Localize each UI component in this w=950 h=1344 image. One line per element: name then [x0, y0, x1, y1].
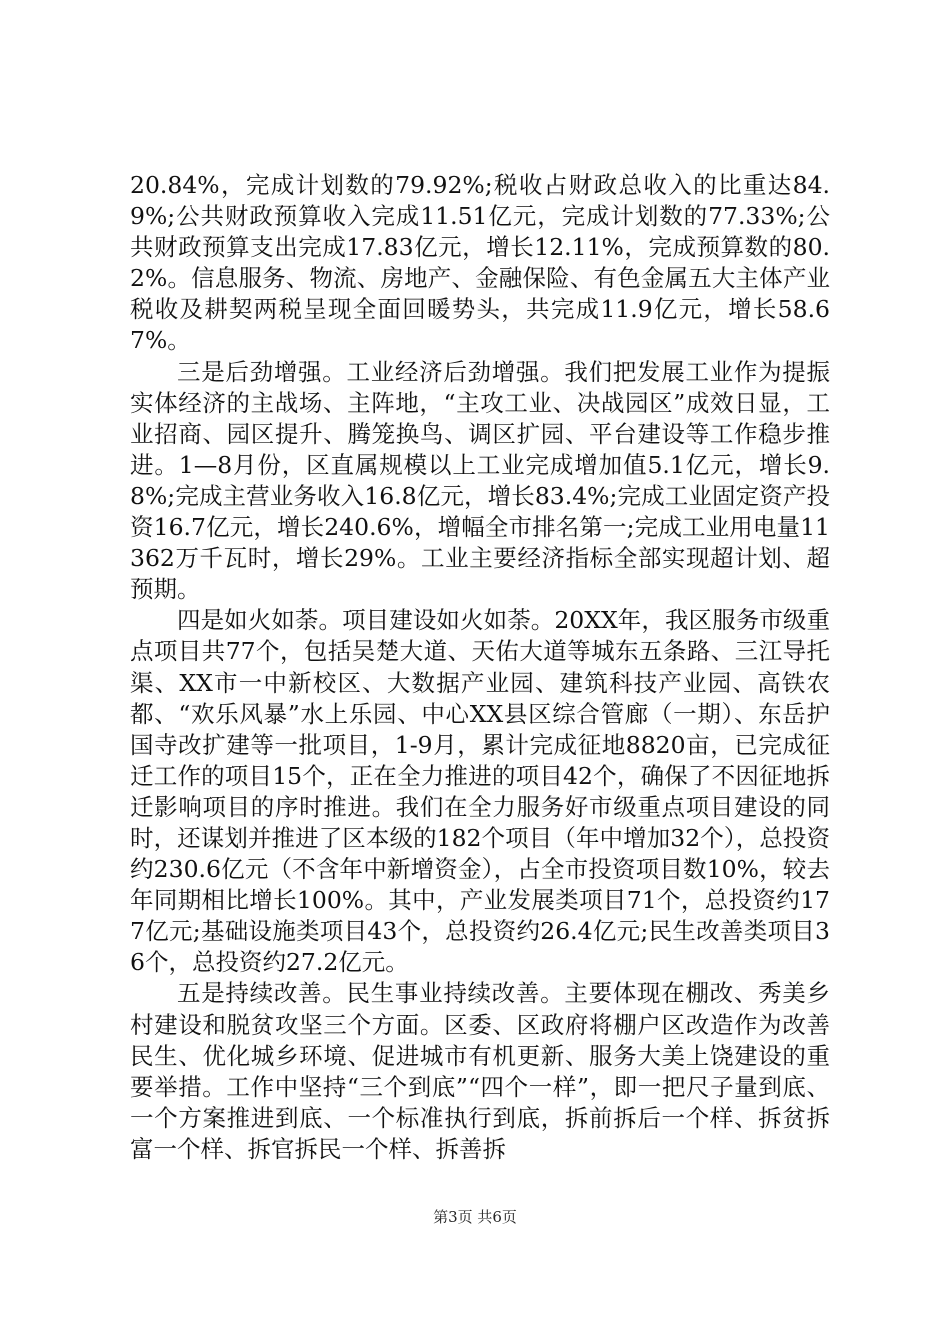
- paragraph-fiscal-revenue: 20.84%，完成计划数的79.92%;税收占财政总收入的比重达84.9%;公共财政预算收入完成11.51亿元，完成计划数的77.33%;公共财政预算支出完成17.83亿元，增长12.11%，完成预算数的80.2%。信息服务、物流、房地产、金融保险、有色金属五大主体产业税收及耕契两税呈现全面回暖势头，共完成11.9亿元，增长58.67%。: [130, 171, 830, 355]
- paragraph-project-construction: 四是如火如荼。项目建设如火如荼。20XX年，我区服务市级重点项目共77个，包括吴楚大道、天佑大道等城东五条路、三江导托渠、XX市一中新校区、大数据产业园、建筑科技产业园、高铁农都、“欢乐风暴”水上乐园、中心XX县区综合管廊（一期）、东岳护国寺改扩建等一批项目，1-9月，累计完成征地8820亩，已完成征迁工作的项目15个，正在全力推进的项目42个，确保了不因征地拆迁影响项目的序时推进。我们在全力服务好市级重点项目建设的同时，还谋划并推进了区本级的182个项目（年中增加32个），总投资约230.6亿元（不含年中新增资金），占全市投资项目数10%，较去年同期相比增长100%。其中，产业发展类项目71个，总投资约177亿元;基础设施类项目43个，总投资约26.4亿元;民生改善类项目36个，总投资约27.2亿元。: [130, 606, 830, 977]
- document-body: [130, 170, 830, 1165]
- page-number-footer: 第3页 共6页: [433, 1208, 517, 1226]
- paragraph-livelihood: 五是持续改善。民生事业持续改善。主要体现在棚改、秀美乡村建设和脱贫攻坚三个方面。区委、区政府将棚户区改造作为改善民生、优化城乡环境、促进城市有机更新、服务大美上饶建设的重要举措。工作中坚持“三个到底”“四个一样”，即一把尺子量到底、一个方案推进到底、一个标准执行到底，拆前拆后一个样、拆贫拆富一个样、拆官拆民一个样、拆善拆: [130, 979, 830, 1163]
- paragraph-industrial-economy: 三是后劲增强。工业经济后劲增强。我们把发展工业作为提振实体经济的主战场、主阵地，“主攻工业、决战园区”成效日显，工业招商、园区提升、腾笼换鸟、调区扩园、平台建设等工作稳步推进。1—8月份，区直属规模以上工业完成增加值5.1亿元，增长9.8%;完成主营业务收入16.8亿元，增长83.4%;完成工业固定资产投资16.7亿元，增长240.6%，增幅全市排名第一;完成工业用电量11362万千瓦时，增长29%。工业主要经济指标全部实现超计划、超预期。: [130, 357, 830, 604]
